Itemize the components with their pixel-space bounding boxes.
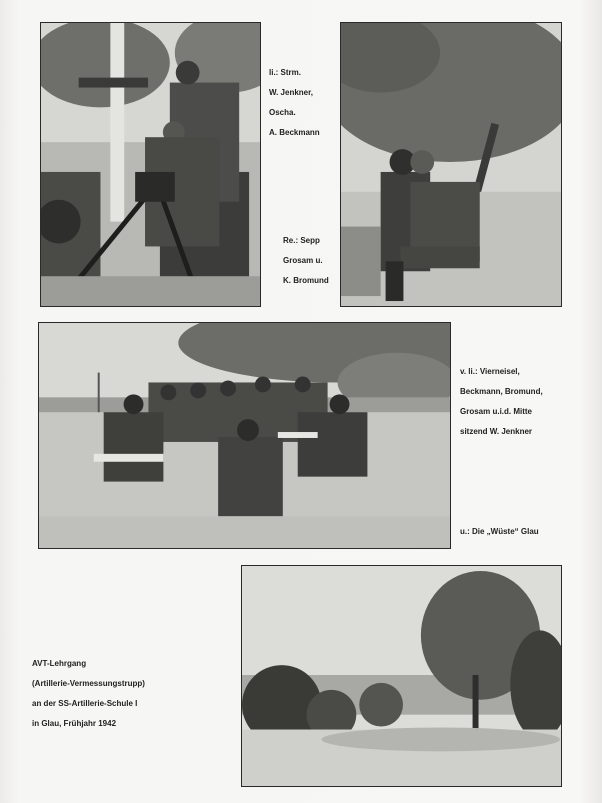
caption-line: Grosam u.i.d. Mitte [460,407,533,416]
photo-surveying-instrument [40,22,261,307]
caption-line: an der SS-Artillerie-Schule I [32,699,138,708]
caption-line: li.: Strm. [269,68,302,77]
caption-line: Re.: Sepp [283,236,320,245]
caption-main [32,649,145,739]
caption-photo3 [460,357,543,447]
caption-line: v. li.: Vierneisel, [460,367,520,376]
caption-line: W. Jenkner, [269,88,314,97]
caption-line: u.: Die „Wüste“ Glau [460,527,539,536]
caption-photo4 [460,517,539,547]
caption-line: in Glau, Frühjahr 1942 [32,719,117,728]
caption-line: (Artillerie-Vermessungstrupp) [32,679,145,688]
caption-line: Grosam u. [283,256,323,265]
caption-line: Oscha. [269,108,296,117]
caption-line: A. Beckmann [269,128,320,137]
photo-two-soldiers-under-tree [340,22,562,307]
caption-line: sitzend W. Jenkner [460,427,533,436]
photo-group-on-sand [38,322,451,549]
caption-photo2 [283,226,329,296]
caption-line: AVT-Lehrgang [32,659,87,668]
photo-landscape-desert [241,565,562,787]
caption-line: K. Bromund [283,276,329,285]
caption-line: Beckmann, Bromund, [460,387,543,396]
caption-photo1 [269,58,320,148]
